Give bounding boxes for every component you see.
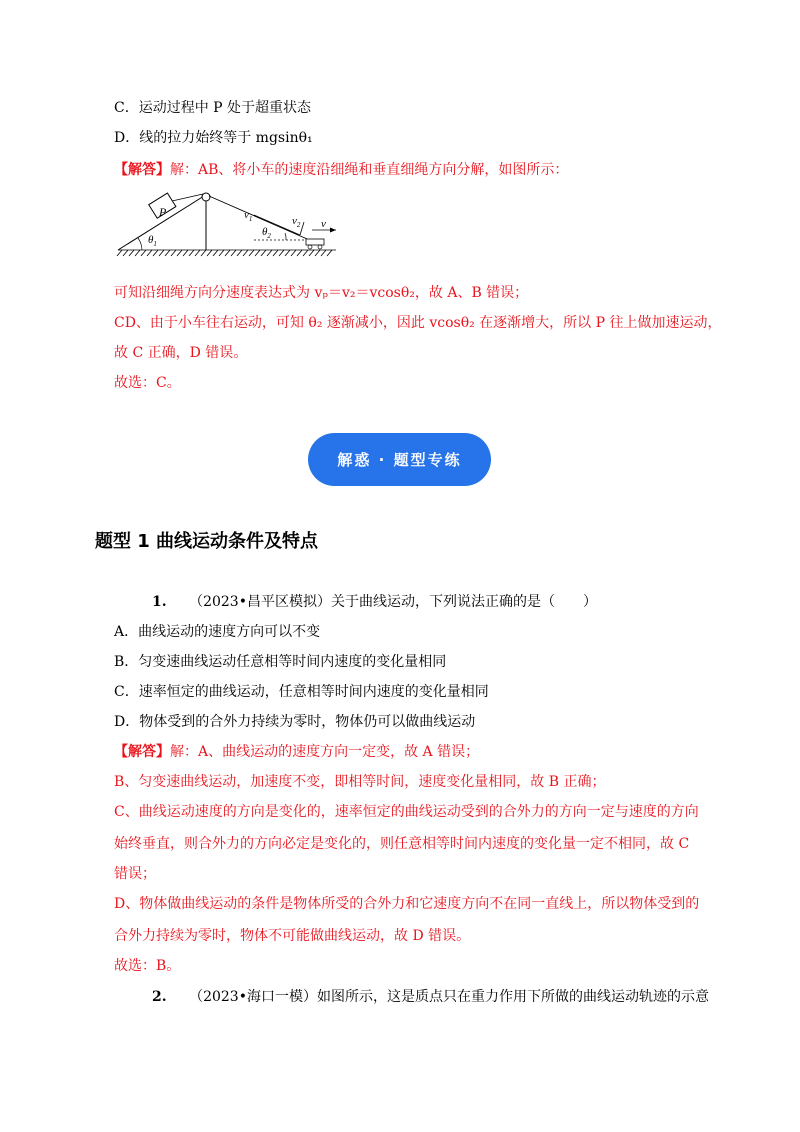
hatch-mark [201, 250, 206, 256]
q1-option-b: B．匀变速曲线运动任意相等时间内速度的变化量相同 [114, 654, 447, 670]
q1-stem-text: （2023•昌平区模拟）关于曲线运动，下列说法正确的是（ ） [189, 594, 597, 610]
hatch-mark [327, 250, 332, 256]
v2-label: $v_2$ [292, 215, 301, 229]
answer-text: 解：A、曲线运动的速度方向一定变，故 A 错误； [170, 744, 480, 760]
hatch-mark [243, 250, 248, 256]
q-prev-option-d: D．线的拉力始终等于 mgsinθ₁ [114, 130, 313, 146]
q-prev-answer-line4: 故 C 正确，D 错误。 [114, 345, 248, 361]
q1-option-c: C．速率恒定的曲线运动，任意相等时间内速度的变化量相同 [114, 684, 489, 700]
v1-label: $v_1$ [244, 209, 253, 223]
hatch-mark [213, 250, 218, 256]
hatch-mark [297, 250, 302, 256]
q1-option-a: A．曲线运动的速度方向可以不变 [114, 624, 321, 640]
hatch-mark [123, 250, 128, 256]
banner-text: 解惑 · 题型专练 [337, 451, 462, 469]
answer-label: 【解答】 [114, 744, 170, 760]
section-heading: 题型 1 曲线运动条件及特点 [95, 531, 319, 552]
q-prev-answer-choice: 故选：C。 [114, 375, 181, 391]
q2-number: 2. [152, 989, 167, 1005]
theta2-label: $\theta_2$ [262, 226, 271, 240]
hatch-mark [135, 250, 140, 256]
hatch-mark [321, 250, 326, 256]
hatch-mark [165, 250, 170, 256]
theta1-label: $\theta_1$ [148, 234, 157, 248]
hatch-mark [171, 250, 176, 256]
v-label: v [321, 218, 326, 230]
q1-answer-line5: 错误； [114, 866, 156, 882]
hatch-mark [225, 250, 230, 256]
ground-hatching [117, 250, 336, 256]
hatch-mark [153, 250, 158, 256]
hatch-mark [183, 250, 188, 256]
hatch-mark [285, 250, 290, 256]
hatch-mark [141, 250, 146, 256]
hatch-mark [195, 250, 200, 256]
q1-stem [152, 592, 597, 612]
q1-answer-line1 [114, 742, 479, 762]
q1-answer-line3: C、曲线运动速度的方向是变化的，速率恒定的曲线运动受到的合外力的方向一定与速度的方向 [114, 804, 699, 820]
q1-number: 1. [152, 594, 167, 610]
hatch-mark [129, 250, 134, 256]
answer-label: 【解答】 [114, 162, 170, 178]
hatch-mark [255, 250, 260, 256]
hatch-mark [291, 250, 296, 256]
pulley [202, 193, 210, 201]
q1-answer-line4: 始终垂直，则合外力的方向必定是变化的，则任意相等时间内速度的变化量一定不相同，故 C [114, 836, 690, 852]
q1-answer-line6: D、物体做曲线运动的条件是物体所受的合外力和它速度方向不在同一直线上，所以物体受到的 [114, 896, 700, 912]
hatch-mark [117, 250, 122, 256]
answer-text: 解：AB、将小车的速度沿细绳和垂直细绳方向分解，如图所示： [170, 162, 569, 178]
hatch-mark [159, 250, 164, 256]
q1-answer-choice: 故选：B。 [114, 958, 181, 974]
hatch-mark [207, 250, 212, 256]
q-prev-option-c: C．运动过程中 P 处于超重状态 [114, 100, 312, 116]
pulley-incline-diagram [114, 190, 344, 265]
q2-stem-text: （2023•海口一模）如图所示，这是质点只在重力作用下所做的曲线运动轨迹的示意 [189, 989, 709, 1005]
block-label: P [159, 205, 167, 219]
hatch-mark [249, 250, 254, 256]
hatch-mark [303, 250, 308, 256]
hatch-mark [279, 250, 284, 256]
hatch-mark [237, 250, 242, 256]
q1-option-d: D．物体受到的合外力持续为零时，物体仍可以做曲线运动 [114, 714, 476, 730]
hatch-mark [177, 250, 182, 256]
q-prev-answer-line2: 可知沿细绳方向分速度表达式为 vₚ＝v₂＝vcosθ₂，故 A、B 错误； [114, 285, 529, 301]
hatch-mark [267, 250, 272, 256]
hatch-mark [231, 250, 236, 256]
hatch-mark [147, 250, 152, 256]
hatch-mark [261, 250, 266, 256]
q2-stem [152, 987, 709, 1007]
hatch-mark [273, 250, 278, 256]
hatch-mark [315, 250, 320, 256]
hatch-mark [219, 250, 224, 256]
hatch-mark [189, 250, 194, 256]
section-banner [308, 433, 491, 486]
q1-answer-line7: 合外力持续为零时，物体不可能做曲线运动，故 D 错误。 [114, 928, 471, 944]
q-prev-answer-line1 [114, 160, 568, 180]
v2-arrow [300, 222, 304, 235]
q1-answer-line2: B、匀变速曲线运动，加速度不变，即相等时间，速度变化量相同，故 B 正确； [114, 774, 606, 790]
cart [306, 239, 324, 245]
q-prev-answer-line3: CD、由于小车往右运动，可知 θ₂ 逐渐减小，因此 vcosθ₂ 在逐渐增大，所以 P 往上做加速运动， [114, 315, 722, 331]
hatch-mark [309, 250, 314, 256]
